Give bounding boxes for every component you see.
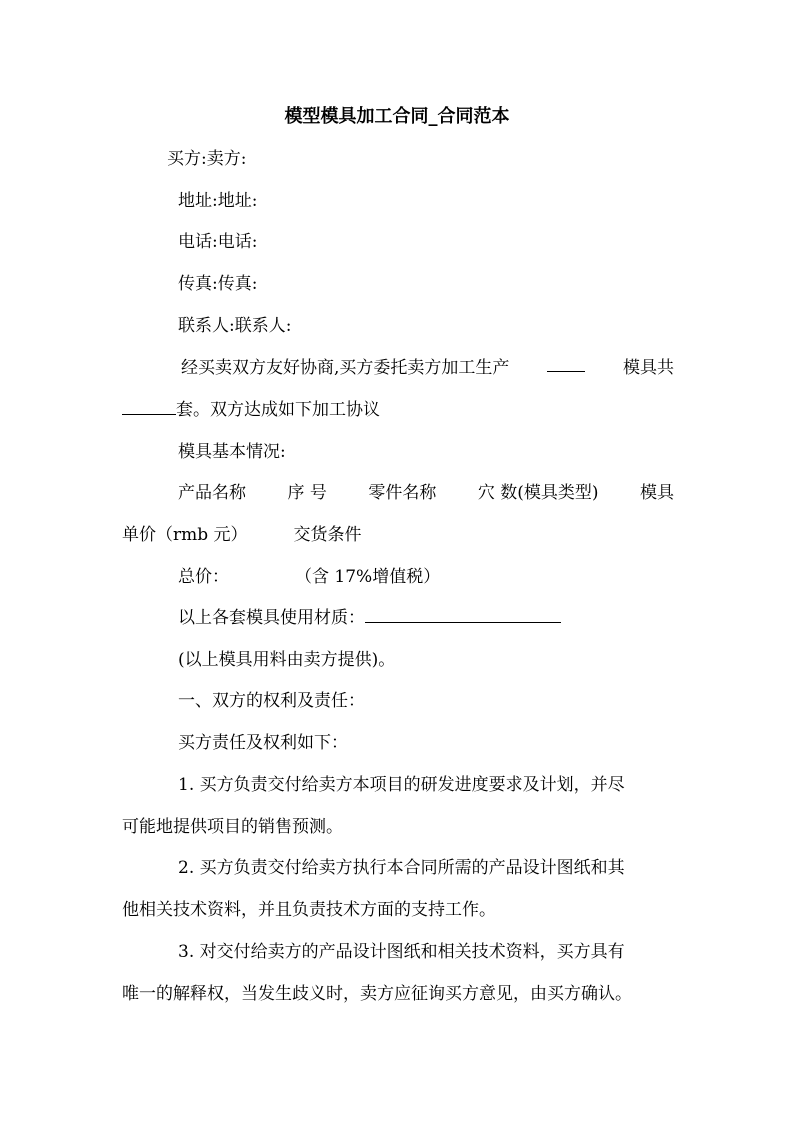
- tax-note: （含 17%增值税）: [295, 567, 441, 587]
- total-label: 总价：: [178, 567, 229, 587]
- address-line: 地址:地址:: [178, 191, 258, 211]
- header-product-name: 产品名称: [178, 483, 246, 503]
- page-title: 模型模具加工合同_合同范本: [284, 106, 510, 127]
- total-line: [178, 566, 440, 588]
- header-cavity: 穴 数(模具类型): [477, 483, 599, 503]
- header-unit-price: 单价（rmb 元）: [122, 525, 248, 545]
- header-mold: 模具: [639, 483, 674, 503]
- item-2-line-2: 他相关技术资料，并且负责技术方面的支持工作。: [122, 900, 496, 920]
- intro-text: 经买卖双方友好协商,买方委托卖方加工生产: [181, 358, 510, 378]
- buyer-seller-line: 买方:卖方:: [167, 149, 247, 169]
- item-3-line-1: 3. 对交付给卖方的产品设计图纸和相关技术资料，买方具有: [178, 942, 625, 962]
- buyer-duty-heading: 买方责任及权利如下：: [178, 733, 348, 753]
- item-1-line-2: 可能地提供项目的销售预测。: [122, 817, 343, 837]
- table-header-row: [178, 482, 674, 504]
- header-delivery: 交货条件: [293, 525, 362, 545]
- table-header-row-2: [122, 524, 362, 546]
- intro-blank-name: [547, 357, 585, 372]
- header-part-name: 零件名称: [368, 483, 437, 503]
- material-note: (以上模具用料由卖方提供)。: [178, 650, 396, 670]
- intro-text-cont: 套。双方达成如下加工协议: [176, 400, 380, 420]
- material-line: [178, 607, 561, 629]
- intro-text-mold: 模具共: [623, 358, 674, 378]
- section-1-heading: 一、双方的权利及责任：: [178, 691, 365, 711]
- item-2-line-1: 2. 买方负责交付给卖方执行本合同所需的产品设计图纸和其: [178, 858, 625, 878]
- phone-line: 电话:电话:: [178, 232, 258, 252]
- fax-line: 传真:传真:: [178, 274, 258, 294]
- intro-line: [181, 357, 674, 379]
- mold-basic-heading: 模具基本情况:: [178, 442, 286, 462]
- intro-blank-count: [122, 400, 176, 415]
- intro-line-2: [122, 399, 380, 421]
- material-blank: [365, 608, 561, 623]
- item-1-line-1: 1. 买方负责交付给卖方本项目的研发进度要求及计划，并尽: [178, 775, 625, 795]
- item-3-line-2: 唯一的解释权，当发生歧义时，卖方应征询买方意见，由买方确认。: [122, 984, 632, 1004]
- material-label: 以上各套模具使用材质：: [178, 608, 365, 628]
- contact-line: 联系人:联系人:: [178, 316, 292, 336]
- header-serial: 序 号: [287, 483, 327, 503]
